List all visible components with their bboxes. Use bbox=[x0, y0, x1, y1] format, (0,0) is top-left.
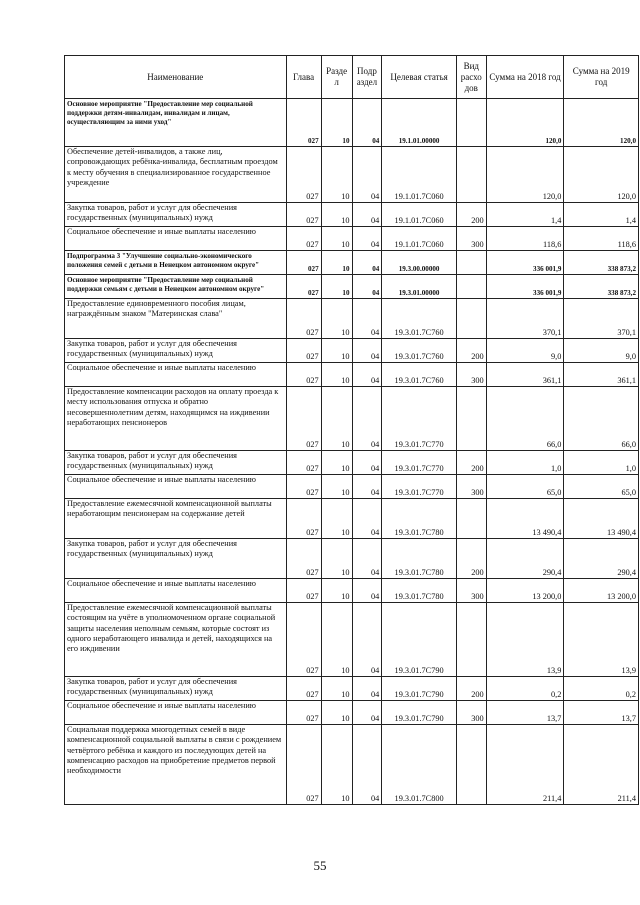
amount-2019: 338 873,2 bbox=[564, 251, 639, 275]
table-row bbox=[65, 275, 639, 299]
header-target: Целевая статья bbox=[382, 56, 457, 99]
chapter-code: 027 bbox=[286, 539, 321, 579]
section-code: 10 bbox=[321, 363, 352, 387]
table-row bbox=[65, 451, 639, 475]
subsection-code: 04 bbox=[352, 147, 382, 203]
section-code: 10 bbox=[321, 603, 352, 677]
subsection-code: 04 bbox=[352, 99, 382, 147]
page-number: 55 bbox=[313, 858, 327, 873]
section-code: 10 bbox=[321, 203, 352, 227]
subsection-code: 04 bbox=[352, 451, 382, 475]
amount-2019: 1,0 bbox=[564, 451, 639, 475]
table-row bbox=[65, 203, 639, 227]
target-article-code: 19.1.01.7С060 bbox=[382, 227, 457, 251]
chapter-code: 027 bbox=[286, 603, 321, 677]
expense-type-code bbox=[456, 603, 486, 677]
expense-type-code bbox=[456, 299, 486, 339]
target-article-code: 19.3.01.00000 bbox=[382, 275, 457, 299]
subsection-code: 04 bbox=[352, 701, 382, 725]
subsection-code: 04 bbox=[352, 677, 382, 701]
table-body bbox=[65, 99, 639, 805]
amount-2018: 66,0 bbox=[486, 387, 564, 451]
amount-2018: 361,1 bbox=[486, 363, 564, 387]
table-row bbox=[65, 701, 639, 725]
section-code: 10 bbox=[321, 499, 352, 539]
amount-2018: 120,0 bbox=[486, 147, 564, 203]
amount-2018: 0,2 bbox=[486, 677, 564, 701]
expense-type-code: 200 bbox=[456, 451, 486, 475]
section-code: 10 bbox=[321, 275, 352, 299]
subsection-code: 04 bbox=[352, 227, 382, 251]
section-code: 10 bbox=[321, 677, 352, 701]
amount-2018: 13 490,4 bbox=[486, 499, 564, 539]
item-name: Социальное обеспечение и иные выплаты населению bbox=[65, 475, 287, 499]
table-row bbox=[65, 539, 639, 579]
expense-type-code bbox=[456, 275, 486, 299]
section-code: 10 bbox=[321, 99, 352, 147]
amount-2019: 290,4 bbox=[564, 539, 639, 579]
header-sum-2018: Сумма на 2018 год bbox=[486, 56, 564, 99]
amount-2019: 65,0 bbox=[564, 475, 639, 499]
header-glava: Глава bbox=[286, 56, 321, 99]
chapter-code: 027 bbox=[286, 475, 321, 499]
item-name: Закупка товаров, работ и услуг для обеспечения государственных (муниципальных) нужд bbox=[65, 451, 287, 475]
header-podrazdel: Подр аздел bbox=[352, 56, 382, 99]
subsection-code: 04 bbox=[352, 387, 382, 451]
chapter-code: 027 bbox=[286, 275, 321, 299]
chapter-code: 027 bbox=[286, 579, 321, 603]
target-article-code: 19.3.01.7С780 bbox=[382, 579, 457, 603]
expense-type-code: 200 bbox=[456, 339, 486, 363]
expense-type-code: 300 bbox=[456, 227, 486, 251]
chapter-code: 027 bbox=[286, 99, 321, 147]
target-article-code: 19.3.00.00000 bbox=[382, 251, 457, 275]
table-row bbox=[65, 677, 639, 701]
amount-2018: 211,4 bbox=[486, 725, 564, 805]
item-name: Предоставление единовременного пособия лицам, награждённым знаком "Материнская слава" bbox=[65, 299, 287, 339]
item-name: Закупка товаров, работ и услуг для обеспечения государственных (муниципальных) нужд bbox=[65, 339, 287, 363]
expense-type-code: 300 bbox=[456, 475, 486, 499]
section-code: 10 bbox=[321, 147, 352, 203]
subsection-code: 04 bbox=[352, 275, 382, 299]
table-row bbox=[65, 603, 639, 677]
chapter-code: 027 bbox=[286, 387, 321, 451]
target-article-code: 19.3.01.7С800 bbox=[382, 725, 457, 805]
amount-2019: 13,9 bbox=[564, 603, 639, 677]
item-name: Закупка товаров, работ и услуг для обеспечения государственных (муниципальных) нужд bbox=[65, 677, 287, 701]
amount-2018: 1,4 bbox=[486, 203, 564, 227]
target-article-code: 19.3.01.7С780 bbox=[382, 539, 457, 579]
amount-2018: 118,6 bbox=[486, 227, 564, 251]
budget-table bbox=[64, 55, 639, 805]
item-name: Предоставление ежемесячной компенсационной выплаты состоящим на учёте в уполномоченном органе социальной защиты населения неполным семьям, которые состоят из одного неработающего инвалида и детей, находящихся на его иждивении bbox=[65, 603, 287, 677]
table-row bbox=[65, 499, 639, 539]
item-name: Предоставление ежемесячной компенсационной выплаты неработающим пенсионерам на содержание детей bbox=[65, 499, 287, 539]
expense-type-code: 300 bbox=[456, 701, 486, 725]
target-article-code: 19.3.01.7С760 bbox=[382, 363, 457, 387]
expense-type-code: 200 bbox=[456, 677, 486, 701]
expense-type-code bbox=[456, 725, 486, 805]
amount-2019: 13 200,0 bbox=[564, 579, 639, 603]
chapter-code: 027 bbox=[286, 677, 321, 701]
section-code: 10 bbox=[321, 387, 352, 451]
header-name: Наименование bbox=[65, 56, 287, 99]
item-name: Подпрограмма 3 "Улучшение социально-экономического положения семей с детьми в Ненецком автономном округе" bbox=[65, 251, 287, 275]
amount-2019: 211,4 bbox=[564, 725, 639, 805]
section-code: 10 bbox=[321, 451, 352, 475]
section-code: 10 bbox=[321, 227, 352, 251]
table-row bbox=[65, 579, 639, 603]
subsection-code: 04 bbox=[352, 339, 382, 363]
expense-type-code: 200 bbox=[456, 203, 486, 227]
section-code: 10 bbox=[321, 579, 352, 603]
expense-type-code: 300 bbox=[456, 579, 486, 603]
amount-2019: 370,1 bbox=[564, 299, 639, 339]
chapter-code: 027 bbox=[286, 451, 321, 475]
table-row bbox=[65, 363, 639, 387]
target-article-code: 19.3.01.7С780 bbox=[382, 499, 457, 539]
expense-type-code bbox=[456, 147, 486, 203]
chapter-code: 027 bbox=[286, 299, 321, 339]
item-name: Предоставление компенсации расходов на оплату проезда к месту использования отпуска и обратно несовершеннолетним детям, находящимся на иждивении неработающих пенсионеров bbox=[65, 387, 287, 451]
amount-2018: 9,0 bbox=[486, 339, 564, 363]
amount-2018: 336 001,9 bbox=[486, 251, 564, 275]
amount-2018: 13,9 bbox=[486, 603, 564, 677]
item-name: Основное мероприятие "Предоставление мер социальной поддержки семьям с детьми в Ненецком автономном округе" bbox=[65, 275, 287, 299]
amount-2018: 13,7 bbox=[486, 701, 564, 725]
item-name: Закупка товаров, работ и услуг для обеспечения государственных (муниципальных) нужд bbox=[65, 203, 287, 227]
amount-2019: 0,2 bbox=[564, 677, 639, 701]
amount-2019: 9,0 bbox=[564, 339, 639, 363]
subsection-code: 04 bbox=[352, 203, 382, 227]
item-name: Социальное обеспечение и иные выплаты населению bbox=[65, 227, 287, 251]
expense-type-code: 200 bbox=[456, 539, 486, 579]
section-code: 10 bbox=[321, 339, 352, 363]
item-name: Закупка товаров, работ и услуг для обеспечения государственных (муниципальных) нужд bbox=[65, 539, 287, 579]
subsection-code: 04 bbox=[352, 539, 382, 579]
amount-2019: 120,0 bbox=[564, 99, 639, 147]
item-name: Обеспечение детей-инвалидов, а также лиц, сопровождающих ребёнка-инвалида, бесплатным проездом к месту обучения в специализированное государственное учреждение bbox=[65, 147, 287, 203]
target-article-code: 19.3.01.7С770 bbox=[382, 475, 457, 499]
subsection-code: 04 bbox=[352, 725, 382, 805]
amount-2018: 290,4 bbox=[486, 539, 564, 579]
subsection-code: 04 bbox=[352, 363, 382, 387]
table-row bbox=[65, 299, 639, 339]
chapter-code: 027 bbox=[286, 251, 321, 275]
subsection-code: 04 bbox=[352, 475, 382, 499]
expense-type-code bbox=[456, 99, 486, 147]
item-name: Социальное обеспечение и иные выплаты населению bbox=[65, 363, 287, 387]
amount-2019: 1,4 bbox=[564, 203, 639, 227]
subsection-code: 04 bbox=[352, 251, 382, 275]
chapter-code: 027 bbox=[286, 227, 321, 251]
table-row bbox=[65, 339, 639, 363]
amount-2019: 13,7 bbox=[564, 701, 639, 725]
section-code: 10 bbox=[321, 299, 352, 339]
section-code: 10 bbox=[321, 539, 352, 579]
target-article-code: 19.1.01.7С060 bbox=[382, 203, 457, 227]
amount-2018: 13 200,0 bbox=[486, 579, 564, 603]
section-code: 10 bbox=[321, 701, 352, 725]
chapter-code: 027 bbox=[286, 363, 321, 387]
table-row bbox=[65, 227, 639, 251]
target-article-code: 19.3.01.7С760 bbox=[382, 339, 457, 363]
chapter-code: 027 bbox=[286, 499, 321, 539]
target-article-code: 19.3.01.7С770 bbox=[382, 451, 457, 475]
target-article-code: 19.3.01.7С790 bbox=[382, 603, 457, 677]
amount-2019: 118,6 bbox=[564, 227, 639, 251]
table-row bbox=[65, 475, 639, 499]
amount-2018: 120,0 bbox=[486, 99, 564, 147]
expense-type-code bbox=[456, 499, 486, 539]
table-header bbox=[65, 56, 639, 99]
table-row bbox=[65, 147, 639, 203]
amount-2019: 120,0 bbox=[564, 147, 639, 203]
amount-2019: 66,0 bbox=[564, 387, 639, 451]
item-name: Социальное обеспечение и иные выплаты населению bbox=[65, 701, 287, 725]
target-article-code: 19.3.01.7С770 bbox=[382, 387, 457, 451]
amount-2018: 370,1 bbox=[486, 299, 564, 339]
section-code: 10 bbox=[321, 475, 352, 499]
chapter-code: 027 bbox=[286, 339, 321, 363]
table-row bbox=[65, 99, 639, 147]
table-row bbox=[65, 387, 639, 451]
expense-type-code: 300 bbox=[456, 363, 486, 387]
table-row bbox=[65, 251, 639, 275]
chapter-code: 027 bbox=[286, 725, 321, 805]
item-name: Социальная поддержка многодетных семей в виде компенсационной социальной выплаты в связи с рождением четвёртого ребёнка и каждого из последующих детей на компенсацию расходов на приобретение предметов первой необходимости bbox=[65, 725, 287, 805]
amount-2018: 1,0 bbox=[486, 451, 564, 475]
expense-type-code bbox=[456, 387, 486, 451]
header-razdel: Разде л bbox=[321, 56, 352, 99]
table-row bbox=[65, 725, 639, 805]
amount-2019: 361,1 bbox=[564, 363, 639, 387]
expense-type-code bbox=[456, 251, 486, 275]
amount-2018: 336 001,9 bbox=[486, 275, 564, 299]
amount-2019: 13 490,4 bbox=[564, 499, 639, 539]
target-article-code: 19.3.01.7С790 bbox=[382, 677, 457, 701]
subsection-code: 04 bbox=[352, 299, 382, 339]
section-code: 10 bbox=[321, 725, 352, 805]
subsection-code: 04 bbox=[352, 499, 382, 539]
header-vid: Вид расхо дов bbox=[456, 56, 486, 99]
target-article-code: 19.1.01.7С060 bbox=[382, 147, 457, 203]
amount-2019: 338 873,2 bbox=[564, 275, 639, 299]
item-name: Основное мероприятие "Предоставление мер социальной поддержки детям-инвалидам, инвалидам и лицам, осуществляющим за ними уход" bbox=[65, 99, 287, 147]
target-article-code: 19.3.01.7С760 bbox=[382, 299, 457, 339]
header-row bbox=[65, 56, 639, 99]
chapter-code: 027 bbox=[286, 701, 321, 725]
amount-2018: 65,0 bbox=[486, 475, 564, 499]
item-name: Социальное обеспечение и иные выплаты населению bbox=[65, 579, 287, 603]
chapter-code: 027 bbox=[286, 203, 321, 227]
subsection-code: 04 bbox=[352, 603, 382, 677]
section-code: 10 bbox=[321, 251, 352, 275]
subsection-code: 04 bbox=[352, 579, 382, 603]
target-article-code: 19.1.01.00000 bbox=[382, 99, 457, 147]
header-sum-2019: Сумма на 2019 год bbox=[564, 56, 639, 99]
target-article-code: 19.3.01.7С790 bbox=[382, 701, 457, 725]
chapter-code: 027 bbox=[286, 147, 321, 203]
